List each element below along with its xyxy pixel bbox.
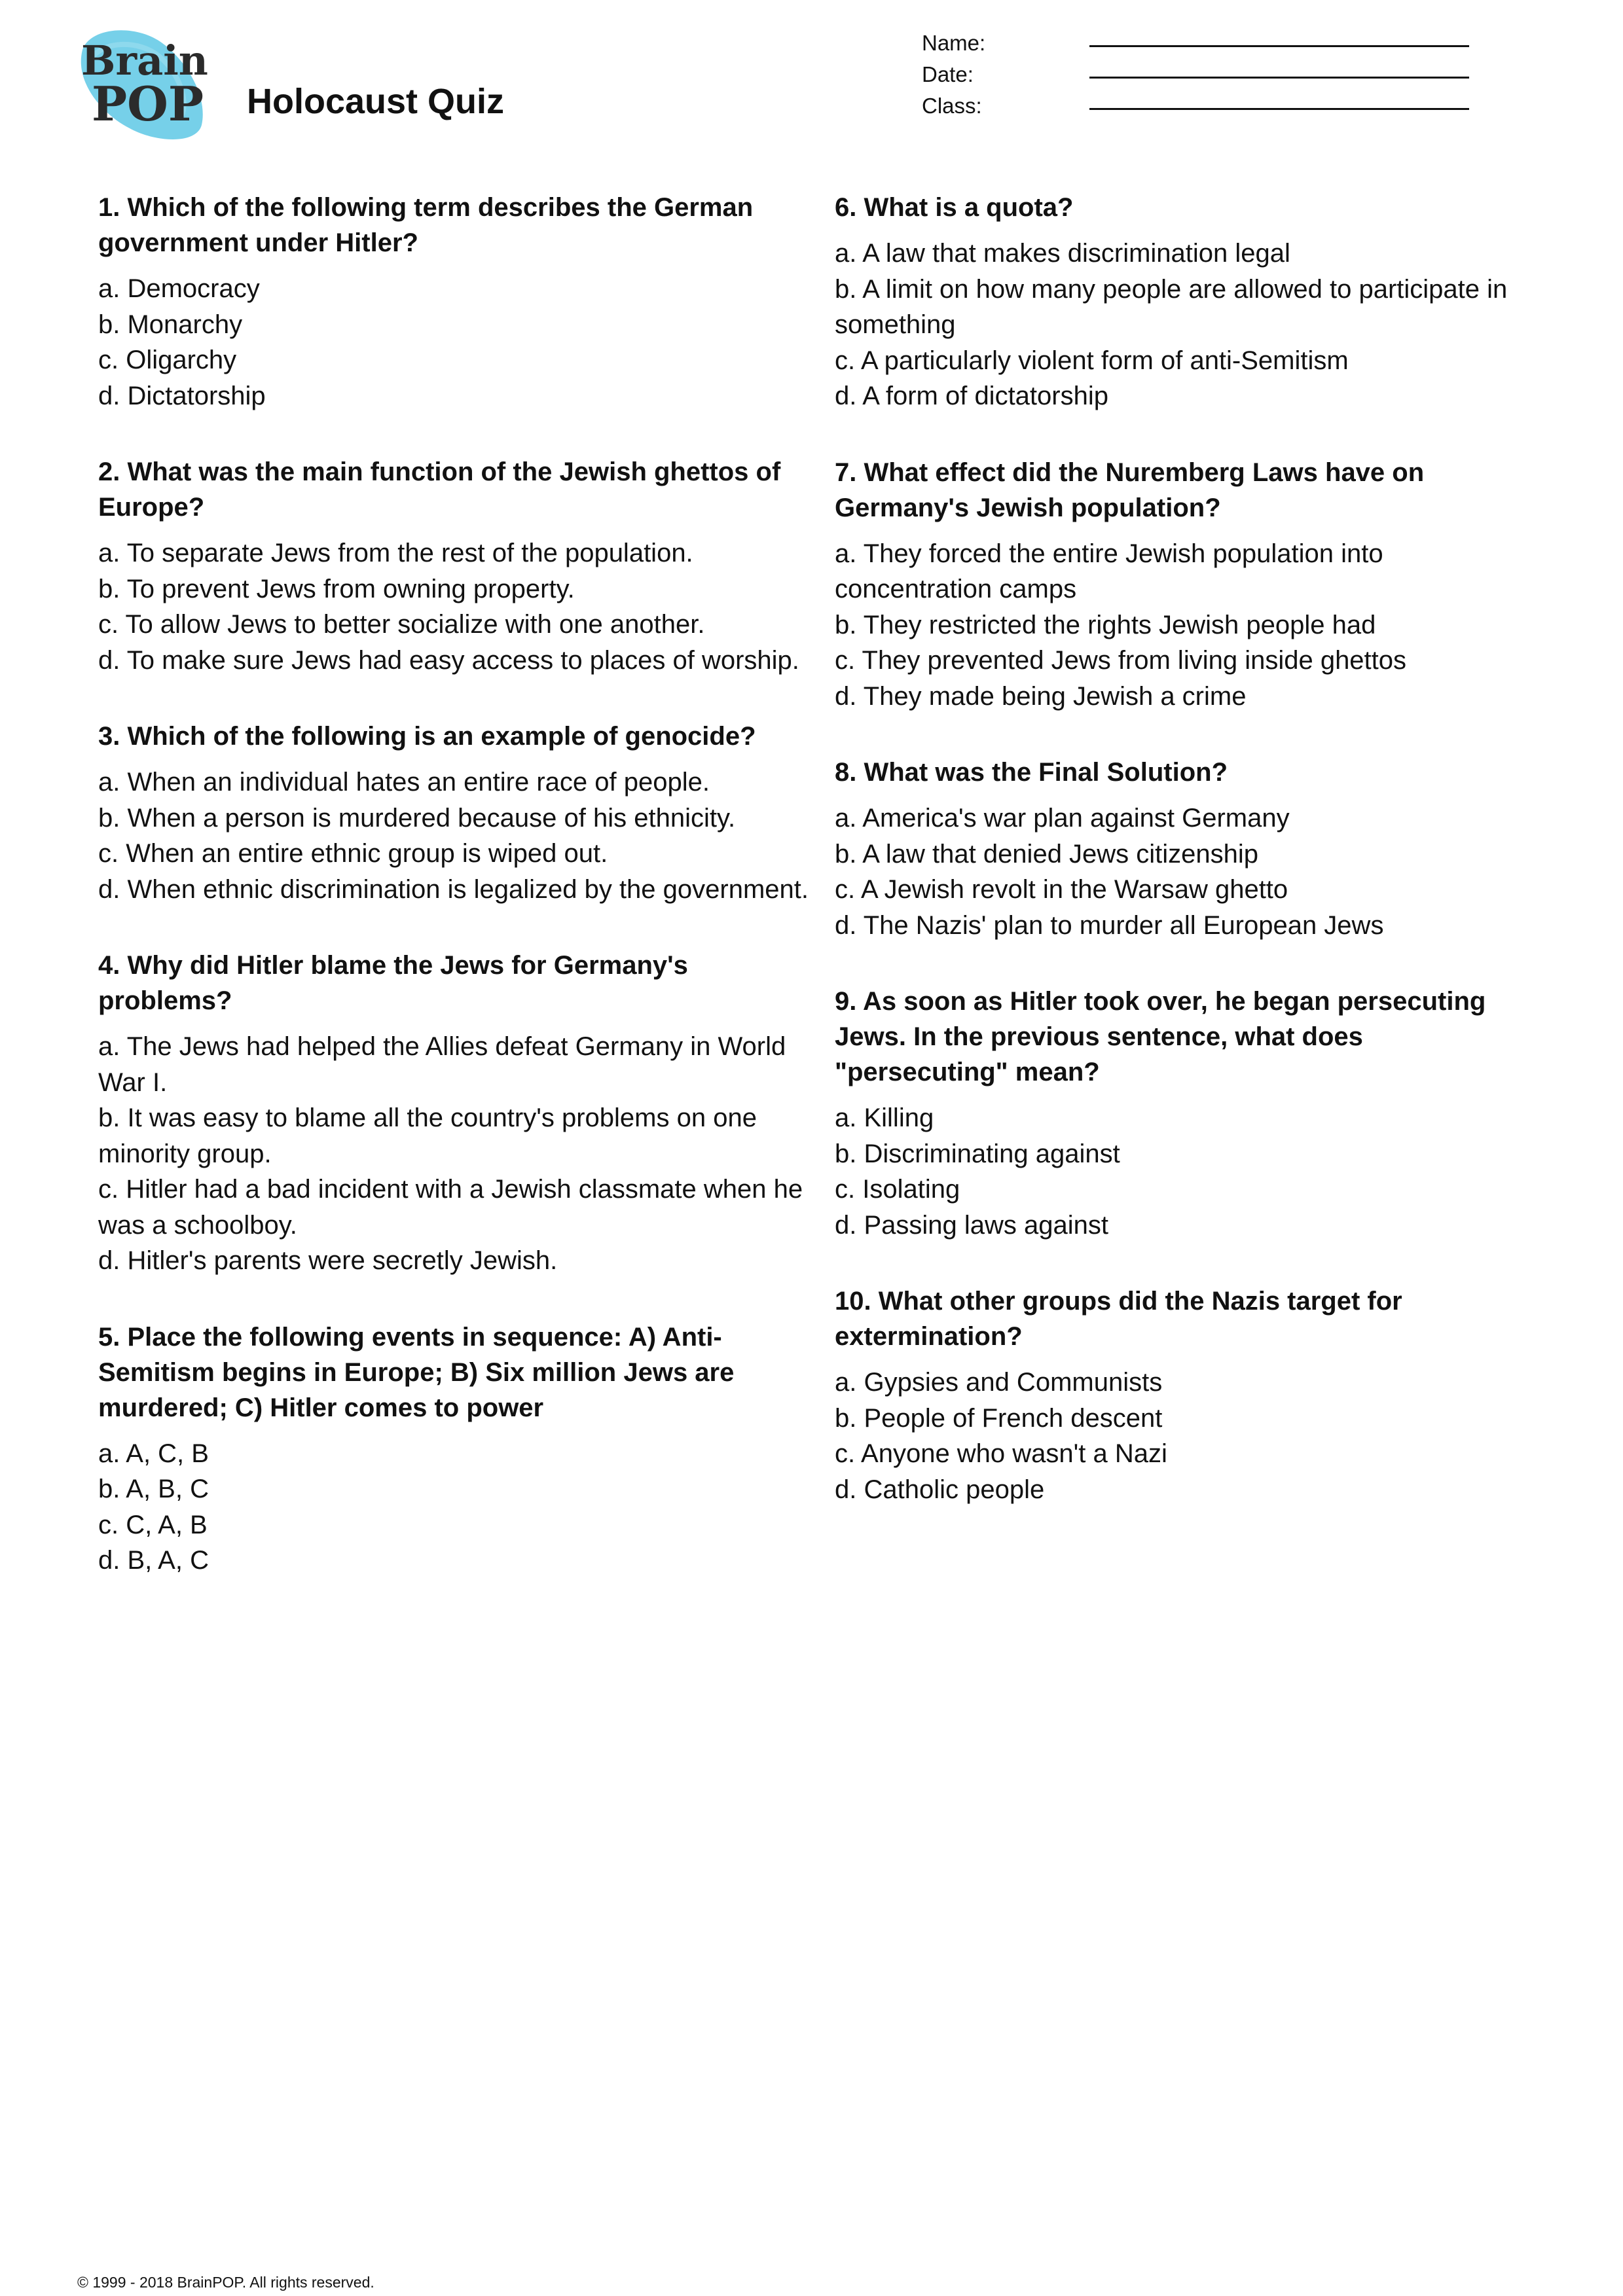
question-8 (835, 755, 1535, 943)
brainpop-logo (77, 24, 208, 141)
answer-option: a. A, C, B (98, 1439, 209, 1468)
answer-option: c. They prevented Jews from living inside ghettos (835, 646, 1407, 675)
answer-option: d. Catholic people (835, 1475, 1045, 1504)
answer-option: c. Hitler had a bad incident with a Jewish classmate when he was a schoolboy. (98, 1175, 803, 1240)
left-column (98, 190, 825, 1619)
answer-option: c. C, A, B (98, 1510, 208, 1539)
answer-option: a. They forced the entire Jewish population into concentration camps (835, 539, 1383, 603)
class-label: Class: (922, 94, 982, 118)
question-text: 2. What was the main function of the Jewish ghettos of Europe? (98, 457, 781, 522)
question-text: 3. Which of the following is an example of genocide? (98, 722, 756, 751)
answer-option: b. A limit on how many people are allowed to participate in something (835, 274, 1508, 339)
answer-option: b. Monarchy (98, 310, 243, 339)
answer-option: d. When ethnic discrimination is legalized by the government. (98, 874, 809, 904)
answer-option: c. Anyone who wasn't a Nazi (835, 1439, 1167, 1468)
answer-option: b. When a person is murdered because of his ethnicity. (98, 803, 736, 833)
answer-option: d. They made being Jewish a crime (835, 681, 1247, 711)
answer-option: d. The Nazis' plan to murder all European Jews (835, 910, 1384, 940)
answer-option: d. Dictatorship (98, 381, 266, 410)
svg-text:POP: POP (92, 76, 204, 132)
answer-option: c. To allow Jews to better socialize with one another. (98, 610, 705, 639)
name-line[interactable] (1089, 45, 1469, 47)
question-3 (98, 719, 825, 907)
student-info-fields (922, 22, 1478, 117)
answer-option: b. It was easy to blame all the country's problems on one minority group. (98, 1103, 757, 1168)
answer-option: a. To separate Jews from the rest of the population. (98, 539, 693, 567)
question-9 (835, 984, 1535, 1243)
right-column (835, 190, 1535, 1548)
answer-option: d. Passing laws against (835, 1210, 1109, 1240)
answer-option: a. When an individual hates an entire race of people. (98, 768, 710, 797)
answer-option: a. Killing (835, 1103, 934, 1132)
answer-option: d. B, A, C (98, 1546, 209, 1575)
answer-option: b. A law that denied Jews citizenship (835, 839, 1259, 869)
question-text: 1. Which of the following term describes the German government under Hitler? (98, 193, 754, 257)
answer-option: a. The Jews had helped the Allies defeat Germany in World War I. (98, 1032, 786, 1097)
answer-option: b. People of French descent (835, 1403, 1163, 1433)
answer-option: b. A, B, C (98, 1475, 209, 1503)
copyright-footer: © 1999 - 2018 BrainPOP. All rights reserved. (77, 2274, 374, 2291)
name-field[interactable] (922, 22, 1478, 54)
question-text: 8. What was the Final Solution? (835, 758, 1228, 787)
date-line[interactable] (1089, 77, 1469, 79)
question-text: 10. What other groups did the Nazis target for extermination? (835, 1287, 1402, 1351)
date-field[interactable] (922, 54, 1478, 85)
question-6 (835, 190, 1535, 414)
question-10 (835, 1283, 1535, 1507)
answer-option: b. They restricted the rights Jewish people had (835, 610, 1376, 639)
answer-option: d. To make sure Jews had easy access to places of worship. (98, 645, 799, 675)
class-line[interactable] (1089, 108, 1469, 110)
question-4 (98, 948, 825, 1279)
answer-option: c. A particularly violent form of anti-Semitism (835, 346, 1349, 375)
answer-option: b. Discriminating against (835, 1139, 1120, 1168)
class-field[interactable] (922, 85, 1478, 117)
answer-option: d. A form of dictatorship (835, 382, 1108, 410)
answer-option: c. Isolating (835, 1175, 960, 1204)
question-5 (98, 1319, 825, 1579)
answer-option: c. When an entire ethnic group is wiped out. (98, 839, 608, 868)
question-2 (98, 454, 825, 678)
question-text: 7. What effect did the Nuremberg Laws have on Germany's Jewish population? (835, 457, 1425, 522)
svg-text:Brain: Brain (81, 37, 208, 84)
question-text: 6. What is a quota? (835, 193, 1074, 222)
answer-option: a. A law that makes discrimination legal (835, 239, 1290, 268)
answer-option: a. Gypsies and Communists (835, 1368, 1163, 1397)
name-label: Name: (922, 31, 986, 55)
question-text: 9. As soon as Hitler took over, he began persecuting Jews. In the previous sentence, what does "persecuting" mean? (835, 987, 1486, 1086)
answer-option: c. Oligarchy (98, 346, 237, 374)
answer-option: d. Hitler's parents were secretly Jewish. (98, 1246, 558, 1275)
answer-option: a. Democracy (98, 274, 260, 303)
answer-option: c. A Jewish revolt in the Warsaw ghetto (835, 875, 1288, 904)
question-7 (835, 455, 1535, 715)
answer-option: b. To prevent Jews from owning property. (98, 574, 575, 603)
quiz-title: Holocaust Quiz (247, 82, 505, 121)
date-label: Date: (922, 62, 974, 86)
question-text: 5. Place the following events in sequence: A) Anti-Semitism begins in Europe; B) Six million Jews are murdered; C) Hitler comes to power (98, 1322, 735, 1422)
answer-option: a. America's war plan against Germany (835, 804, 1290, 833)
question-1 (98, 190, 825, 414)
question-text: 4. Why did Hitler blame the Jews for Germany's problems? (98, 951, 688, 1015)
